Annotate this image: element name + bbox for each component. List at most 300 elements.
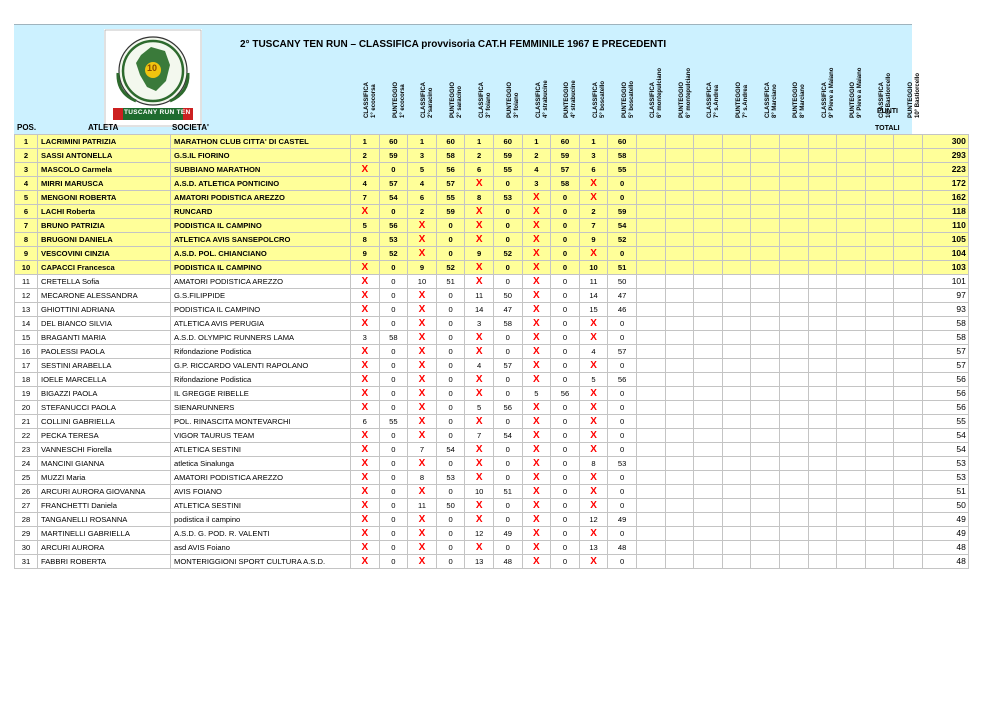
stage-cell: 7: [579, 219, 608, 233]
athlete-cell: CAPACCI Francesca: [38, 261, 171, 275]
stage-cell: 0: [379, 205, 408, 219]
stage-cell: [894, 387, 923, 401]
athlete-cell: VESCOVINI CINZIA: [38, 247, 171, 261]
stage-cell: [694, 415, 723, 429]
absent-mark: X: [475, 472, 483, 483]
society-cell: IL GREGGE RIBELLE: [171, 387, 351, 401]
stage-cell: [837, 331, 866, 345]
absent-mark: X: [590, 486, 597, 497]
stage-cell: [408, 289, 437, 303]
stage-cell: [522, 233, 551, 247]
absent-mark: X: [475, 346, 483, 357]
stage-cell: [636, 387, 665, 401]
stage-cell: [465, 499, 494, 513]
total-cell: 172: [922, 177, 968, 191]
stage-cell: [751, 275, 780, 289]
stage-cell: [837, 513, 866, 527]
stage-cell: 52: [379, 247, 408, 261]
stage-header: [407, 46, 436, 134]
stage-header: [550, 46, 579, 134]
stage-cell: [408, 429, 437, 443]
absent-mark: X: [590, 332, 597, 343]
stage-cell: [665, 541, 694, 555]
stage-cell: 0: [379, 527, 408, 541]
athlete-cell: PAOLESSI PAOLA: [38, 345, 171, 359]
stage-cell: 0: [436, 387, 465, 401]
stage-cell: [636, 527, 665, 541]
stage-cell: 0: [551, 499, 580, 513]
stage-cell: [837, 233, 866, 247]
absent-mark: X: [533, 318, 540, 329]
stage-cell: [351, 163, 380, 177]
stage-cell: 9: [408, 261, 437, 275]
stage-cell: 8: [408, 471, 437, 485]
stage-cell: [694, 317, 723, 331]
stage-cell: [894, 233, 923, 247]
absent-mark: X: [533, 458, 540, 469]
stage-cell: [751, 303, 780, 317]
stage-cell: [408, 457, 437, 471]
stage-cell: [894, 247, 923, 261]
stage-cell: [694, 541, 723, 555]
stage-cell: 1: [351, 135, 380, 149]
stage-cell: [808, 373, 837, 387]
society-cell: ATLETICA AVIS SANSEPOLCRO: [171, 233, 351, 247]
absent-mark: X: [590, 192, 597, 203]
stage-header-label: PUNTEGGIO 5° boscatello: [621, 80, 635, 118]
stage-header-label: CLASSIFICA 6° montepulciano: [650, 67, 664, 118]
absent-mark: X: [418, 318, 426, 329]
stage-cell: [751, 443, 780, 457]
stage-cell: [865, 429, 894, 443]
col-athlete-header: ATLETA: [88, 123, 119, 132]
stage-cell: [665, 149, 694, 163]
stage-cell: 0: [379, 317, 408, 331]
stage-cell: 0: [379, 359, 408, 373]
stage-cell: 52: [436, 261, 465, 275]
stage-cell: [722, 513, 751, 527]
stage-cell: 6: [408, 191, 437, 205]
table-row: [15, 345, 969, 359]
stage-cell: 0: [608, 177, 637, 191]
absent-mark: X: [533, 514, 540, 525]
col-pos-header: POS.: [17, 123, 37, 132]
stage-cell: [522, 345, 551, 359]
pos-cell: 24: [15, 457, 38, 471]
society-cell: A.S.D. G. POD. R. VALENTI: [171, 527, 351, 541]
stage-cell: 0: [551, 233, 580, 247]
stage-cell: [837, 555, 866, 569]
stage-cell: 0: [379, 387, 408, 401]
stage-cell: 0: [551, 331, 580, 345]
stage-cell: [722, 499, 751, 513]
stage-cell: [779, 541, 808, 555]
stage-cell: [751, 373, 780, 387]
stage-cell: 4: [408, 177, 437, 191]
stage-cell: [722, 219, 751, 233]
stage-cell: 4: [522, 163, 551, 177]
athlete-cell: BRUGONI DANIELA: [38, 233, 171, 247]
stage-cell: [522, 331, 551, 345]
stage-cell: 0: [608, 359, 637, 373]
pos-cell: 21: [15, 415, 38, 429]
stage-cell: 4: [579, 345, 608, 359]
stage-header-label: PUNTEGGIO 10° Bastiorcello: [907, 72, 921, 118]
stage-cell: [522, 359, 551, 373]
stage-cell: [579, 247, 608, 261]
stage-cell: 0: [379, 275, 408, 289]
stage-header-label: PUNTEGGIO 9° Pieve a Maiano: [850, 67, 864, 118]
stage-cell: 0: [436, 513, 465, 527]
society-cell: AVIS FOIANO: [171, 485, 351, 499]
stage-cell: [722, 359, 751, 373]
stage-cell: 55: [436, 191, 465, 205]
stage-cell: [579, 499, 608, 513]
table-row: [15, 429, 969, 443]
total-cell: 50: [922, 499, 968, 513]
stage-cell: [636, 261, 665, 275]
stage-header-label: PUNTEGGIO 6° montepulciano: [678, 67, 692, 118]
table-row: [15, 359, 969, 373]
stage-cell: [865, 219, 894, 233]
total-cell: 104: [922, 247, 968, 261]
stage-cell: [894, 331, 923, 345]
stage-cell: [808, 499, 837, 513]
absent-mark: X: [418, 486, 426, 497]
absent-mark: X: [590, 556, 597, 567]
stage-cell: [894, 471, 923, 485]
stage-cell: 0: [551, 513, 580, 527]
stage-cell: [636, 359, 665, 373]
stage-cell: [779, 401, 808, 415]
table-row: [15, 541, 969, 555]
stage-cell: [579, 359, 608, 373]
athlete-cell: COLLINI GABRIELLA: [38, 415, 171, 429]
stage-cell: [408, 303, 437, 317]
absent-mark: X: [533, 220, 540, 231]
stage-cell: [522, 527, 551, 541]
stage-cell: 6: [579, 163, 608, 177]
stage-cell: 0: [436, 457, 465, 471]
table-row: [15, 485, 969, 499]
stage-cell: [837, 191, 866, 205]
stage-cell: [522, 205, 551, 219]
stage-cell: [465, 387, 494, 401]
stage-cell: [636, 471, 665, 485]
stage-cell: [865, 513, 894, 527]
stage-cell: [694, 499, 723, 513]
pos-cell: 7: [15, 219, 38, 233]
pos-cell: 5: [15, 191, 38, 205]
stage-cell: 0: [608, 485, 637, 499]
stage-cell: [722, 541, 751, 555]
stage-cell: 6: [465, 163, 494, 177]
stage-cell: [779, 303, 808, 317]
stage-cell: 9: [579, 233, 608, 247]
stage-cell: [694, 205, 723, 219]
table-row: [15, 373, 969, 387]
stage-cell: 3: [408, 149, 437, 163]
pos-cell: 4: [15, 177, 38, 191]
total-cell: 105: [922, 233, 968, 247]
stage-cell: 48: [493, 555, 522, 569]
stage-cell: [751, 485, 780, 499]
pos-cell: 16: [15, 345, 38, 359]
pos-cell: 20: [15, 401, 38, 415]
absent-mark: X: [361, 346, 369, 357]
stage-cell: [694, 149, 723, 163]
absent-mark: X: [533, 262, 540, 273]
stage-cell: 58: [608, 149, 637, 163]
absent-mark: X: [475, 388, 483, 399]
stage-cell: [465, 471, 494, 485]
stage-cell: 60: [551, 135, 580, 149]
stage-header-label: CLASSIFICA 9° Pieve a Maiano: [821, 67, 835, 118]
stage-cell: 59: [436, 205, 465, 219]
absent-mark: X: [475, 444, 483, 455]
logo-number: 10: [147, 63, 158, 73]
total-cell: 54: [922, 443, 968, 457]
stage-cell: [865, 261, 894, 275]
stage-cell: 0: [551, 527, 580, 541]
stage-cell: 1: [579, 135, 608, 149]
absent-mark: X: [361, 262, 369, 273]
stage-cell: [808, 177, 837, 191]
stage-cell: [408, 387, 437, 401]
stage-cell: [465, 275, 494, 289]
stage-cell: 0: [551, 457, 580, 471]
stage-cell: [351, 261, 380, 275]
stage-cell: [722, 443, 751, 457]
stage-cell: 50: [493, 289, 522, 303]
absent-mark: X: [361, 528, 369, 539]
stage-cell: 7: [351, 191, 380, 205]
stage-cell: 0: [493, 457, 522, 471]
stage-header-label: PUNTEGGIO 8° Marciano: [793, 81, 807, 118]
stage-cell: [751, 415, 780, 429]
table-row: [15, 135, 969, 149]
absent-mark: X: [533, 206, 540, 217]
stage-cell: [636, 233, 665, 247]
stage-cell: 58: [551, 177, 580, 191]
stage-cell: [636, 415, 665, 429]
stage-cell: [408, 219, 437, 233]
stage-cell: [465, 541, 494, 555]
total-cell: 48: [922, 555, 968, 569]
society-cell: Rifondazione Podistica: [171, 373, 351, 387]
stage-cell: [665, 513, 694, 527]
table-row: [15, 457, 969, 471]
stage-cell: 0: [551, 191, 580, 205]
stage-cell: [894, 289, 923, 303]
total-cell: 57: [922, 359, 968, 373]
absent-mark: X: [533, 542, 540, 553]
stage-cell: 59: [379, 149, 408, 163]
stage-cell: [779, 485, 808, 499]
absent-mark: X: [418, 304, 426, 315]
total-cell: 53: [922, 471, 968, 485]
stage-cell: 0: [379, 303, 408, 317]
stage-cell: [779, 443, 808, 457]
stage-cell: 0: [608, 415, 637, 429]
athlete-cell: MARTINELLI GABRIELLA: [38, 527, 171, 541]
stage-cell: 48: [608, 541, 637, 555]
stage-cell: [522, 219, 551, 233]
stage-cell: 0: [608, 401, 637, 415]
stage-cell: [522, 261, 551, 275]
stage-cell: [837, 163, 866, 177]
stage-cell: 0: [493, 205, 522, 219]
stage-cell: 0: [436, 359, 465, 373]
stage-cell: [779, 359, 808, 373]
stage-cell: 0: [551, 219, 580, 233]
stage-cell: [751, 541, 780, 555]
stage-cell: [722, 415, 751, 429]
absent-mark: X: [590, 472, 597, 483]
stage-header-label: CLASSIFICA 5° boscatello: [593, 80, 607, 118]
stage-cell: [636, 135, 665, 149]
stage-cell: [808, 457, 837, 471]
society-cell: ATLETICA AVIS PERUGIA: [171, 317, 351, 331]
absent-mark: X: [418, 290, 426, 301]
stage-cell: [522, 275, 551, 289]
stage-header: [750, 46, 779, 134]
absent-mark: X: [533, 472, 540, 483]
stage-cell: [751, 429, 780, 443]
stage-cell: 0: [379, 373, 408, 387]
stage-cell: [865, 233, 894, 247]
stage-header-label: CLASSIFICA 3° foiano: [478, 82, 492, 118]
absent-mark: X: [361, 276, 369, 287]
stage-cell: 5: [351, 219, 380, 233]
stage-cell: [465, 345, 494, 359]
stage-cell: [522, 191, 551, 205]
stage-cell: [351, 345, 380, 359]
stage-cell: 4: [351, 177, 380, 191]
stage-cell: 3: [351, 331, 380, 345]
stage-cell: 59: [493, 149, 522, 163]
stage-cell: [808, 191, 837, 205]
stage-cell: [779, 471, 808, 485]
society-cell: G.S.FILIPPIDE: [171, 289, 351, 303]
absent-mark: X: [475, 276, 483, 287]
stage-cell: 47: [493, 303, 522, 317]
stage-cell: 0: [493, 219, 522, 233]
stage-cell: [894, 219, 923, 233]
stage-cell: [751, 317, 780, 331]
stage-cell: [408, 415, 437, 429]
stage-cell: 14: [579, 289, 608, 303]
stage-cell: [665, 443, 694, 457]
stage-cell: [751, 205, 780, 219]
stage-cell: 1: [522, 135, 551, 149]
stage-cell: 0: [379, 163, 408, 177]
stage-cell: [808, 471, 837, 485]
society-cell: G.S.IL FIORINO: [171, 149, 351, 163]
stage-cell: [865, 373, 894, 387]
stage-cell: [465, 443, 494, 457]
stage-cell: [808, 513, 837, 527]
table-row: [15, 205, 969, 219]
total-cell: 49: [922, 513, 968, 527]
stage-cell: [779, 345, 808, 359]
stage-cell: [865, 303, 894, 317]
athlete-cell: PECKA TERESA: [38, 429, 171, 443]
pos-cell: 3: [15, 163, 38, 177]
stage-cell: 5: [408, 163, 437, 177]
stage-cell: [694, 387, 723, 401]
stage-cell: [808, 527, 837, 541]
stage-cell: 57: [608, 345, 637, 359]
stage-cell: 0: [551, 345, 580, 359]
stage-cell: [665, 247, 694, 261]
stage-cell: [351, 303, 380, 317]
stage-cell: [665, 415, 694, 429]
stage-cell: [579, 443, 608, 457]
stage-cell: [779, 415, 808, 429]
stage-cell: [722, 387, 751, 401]
stage-cell: [665, 387, 694, 401]
absent-mark: X: [475, 262, 483, 273]
stage-cell: [351, 471, 380, 485]
stage-header: [722, 46, 751, 134]
athlete-cell: VANNESCHI Fiorella: [38, 443, 171, 457]
society-cell: AMATORI PODISTICA AREZZO: [171, 471, 351, 485]
stage-cell: 0: [436, 331, 465, 345]
society-cell: PODISTICA IL CAMPINO: [171, 303, 351, 317]
stage-cell: [636, 303, 665, 317]
stage-cell: 55: [493, 163, 522, 177]
athlete-cell: FABBRI ROBERTA: [38, 555, 171, 569]
pos-cell: 30: [15, 541, 38, 555]
stage-cell: [837, 485, 866, 499]
absent-mark: X: [590, 360, 597, 371]
stage-cell: 47: [608, 289, 637, 303]
stage-cell: [751, 499, 780, 513]
stage-cell: 0: [493, 513, 522, 527]
absent-mark: X: [361, 514, 369, 525]
stage-cell: [694, 261, 723, 275]
stage-cell: [837, 149, 866, 163]
stage-cell: [894, 163, 923, 177]
table-row: [15, 499, 969, 513]
table-row: [15, 191, 969, 205]
absent-mark: X: [361, 374, 369, 385]
stage-cell: [808, 219, 837, 233]
stage-cell: [665, 219, 694, 233]
stage-cell: [722, 485, 751, 499]
stage-cell: 58: [379, 331, 408, 345]
absent-mark: X: [361, 206, 369, 217]
stage-cell: [894, 373, 923, 387]
stage-cell: [636, 443, 665, 457]
stage-cell: 0: [493, 261, 522, 275]
stage-cell: 0: [436, 429, 465, 443]
stage-cell: 0: [608, 499, 637, 513]
stage-cell: 0: [493, 387, 522, 401]
absent-mark: X: [533, 444, 540, 455]
stage-cell: 0: [608, 527, 637, 541]
absent-mark: X: [361, 444, 369, 455]
stage-cell: [351, 359, 380, 373]
stage-cell: [894, 177, 923, 191]
pos-cell: 2: [15, 149, 38, 163]
stage-cell: [722, 401, 751, 415]
stage-cell: 0: [608, 555, 637, 569]
stage-cell: 0: [608, 331, 637, 345]
stage-cell: [665, 359, 694, 373]
stage-cell: [351, 443, 380, 457]
